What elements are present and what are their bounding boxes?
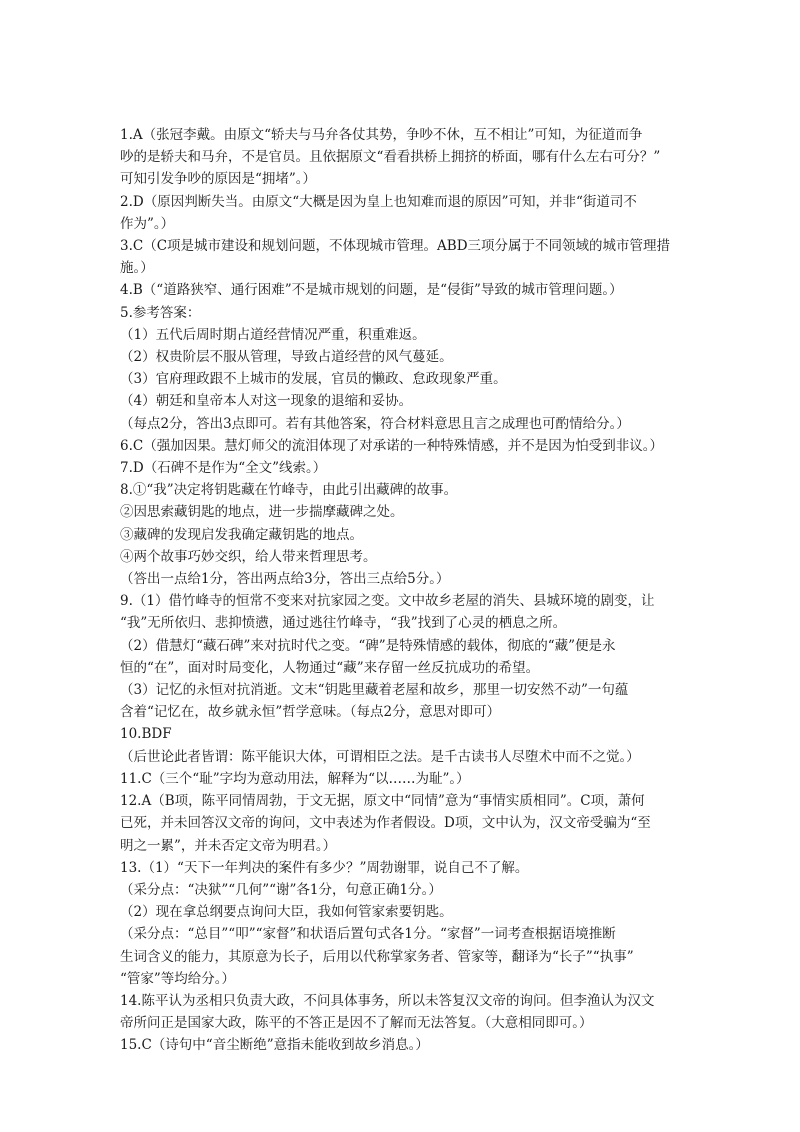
answer-line: 已死，并未回答汉文帝的询问，文中表述为作者假设。D项，文中认为，汉文帝受骗为“至 [120, 815, 651, 832]
answer-line: 帝所问正是国家大政，陈平的不答正是因不了解而无法答复。（大意相同即可。） [120, 1015, 593, 1032]
answer-line: 14.陈平认为丞相只负责大政，不问具体事务，所以未答复汉文帝的询问。但李渔认为汉文 [120, 992, 655, 1009]
answer-line: ②因思索藏钥匙的地点，进一步揣摩藏碑之处。 [120, 504, 404, 521]
answer-line: 作为”。） [120, 215, 175, 232]
answer-line: （答出一点给1分，答出两点给3分，答出三点给5分。） [120, 571, 450, 588]
answer-line: （4）朝廷和皇帝本人对这一现象的退缩和妥协。 [120, 393, 413, 410]
answer-line: 明之一累”，并未否定文帝为明君。） [120, 837, 337, 854]
answer-line: 8.①“我”决定将钥匙藏在竹峰寺，由此引出藏碑的故事。 [120, 482, 458, 499]
answer-line: 13.（1）“天下一年判决的案件有多少？”周勃谢罪，说自己不了解。 [120, 859, 529, 876]
answer-line: （2）借慧灯“藏石碑”来对抗时代之变。“碑”是特殊情感的载体，彻底的“藏”便是永 [120, 637, 616, 654]
answer-line: 含着“记忆在，故乡就永恒”哲学意味。（每点2分，意思对即可） [120, 704, 501, 721]
answer-line: （3）记忆的永恒对抗消逝。文末“钥匙里藏着老屋和故乡，那里一切安然不动”一句蕴 [120, 682, 629, 699]
answer-line: “我”无所依归、悲抑愤懑，通过逃往竹峰寺，“我”找到了心灵的栖息之所。 [120, 615, 567, 632]
answer-line: 12.A（B项，陈平同情周勃，于文无据，原文中“同情”意为“事情实质相同”。C项，萧何 [120, 793, 645, 810]
answer-line: （2）权贵阶层不服从管理，导致占道经营的风气蔓延。 [120, 349, 453, 366]
answer-line: 恒的“在”，面对时局变化，人物通过“藏”来存留一丝反抗成功的希望。 [120, 659, 540, 676]
answer-line: （后世论此者皆谓：陈平能识大体，可谓相臣之法。是千古读书人尽堕术中而不之觉。） [120, 748, 640, 765]
answer-line: 可知引发争吵的原因是“拥堵”。） [120, 171, 317, 188]
answer-line: 3.C（C项是城市建设和规划问题，不体现城市管理。ABD三项分属于不同领域的城市管理措 [120, 238, 671, 255]
answer-line: 9.（1）借竹峰寺的恒常不变来对抗家园之变。文中故乡老屋的消失、县城环境的剧变，让 [120, 593, 655, 610]
answer-line: （采分点：“总目”“叩”“家督”和状语后置句式各1分。“家督”一词考查根据语境推断 [120, 926, 616, 943]
answer-key-text [120, 124, 702, 1057]
answer-line: 4.B（“道路狭窄、通行困难”不是城市规划的问题，是“侵街”导致的城市管理问题。） [120, 282, 623, 299]
answer-line: 2.D（原因判断失当。由原文“大概是因为皇上也知难而退的原因”可知，并非“街道司不 [120, 193, 637, 210]
answer-line: 6.C（强加因果。慧灯师父的流泪体现了对承诺的一种特殊情感，并不是因为怕受到非议。） [120, 437, 663, 454]
answer-line: 生词含义的能力，其原意为长子，后用以代称掌家务者、管家等，翻译为“长子”“执事” [120, 948, 634, 965]
answer-line: （2）现在拿总纲要点询问大臣，我如何管家索要钥匙。 [120, 904, 453, 921]
answer-line: （3）官府理政跟不上城市的发展，官员的懒政、怠政现象严重。 [120, 371, 507, 388]
answer-line: （每点2分，答出3点即可。若有其他答案，符合材料意思且言之成理也可酌情给分。） [120, 415, 630, 432]
answer-line: 7.D（石碑不是作为“全文”线索。） [120, 460, 327, 477]
answer-line: （采分点：“决狱”“几何”“谢”各1分，句意正确1分。） [120, 881, 442, 898]
answer-line: 5.参考答案： [120, 304, 201, 321]
answer-line: “管家”等均给分。） [120, 970, 236, 987]
answer-line: 1.A（张冠李戴。由原文“轿夫与马弁各仗其势，争吵不休，互不相让”可知，为征道而争 [120, 127, 643, 143]
answer-line: 吵的是轿夫和马弁，不是官员。且依据原文“看看拱桥上拥挤的桥面，哪有什么左右可分？” [120, 149, 661, 166]
answer-line: 11.C（三个“耻”字均为意动用法，解释为“以……为耻”。） [120, 770, 470, 787]
answer-line: 10.BDF [120, 726, 172, 743]
answer-line: ③藏碑的发现启发我确定藏钥匙的地点。 [120, 526, 363, 543]
answer-line: 15.C（诗句中“音尘断绝”意指未能收到故乡消息。） [120, 1037, 429, 1054]
answer-line: 施。） [120, 260, 154, 277]
answer-line: （1）五代后周时期占道经营情况严重，积重难返。 [120, 326, 426, 343]
answer-line: ④两个故事巧妙交织，给人带来哲理思考。 [120, 548, 377, 565]
